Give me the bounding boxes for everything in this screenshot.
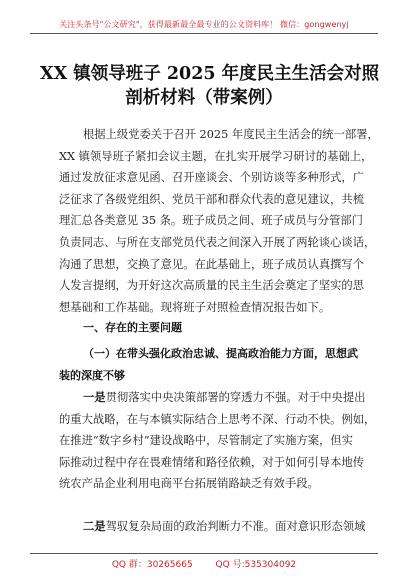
title-line-1: XX 镇领导班子 2025 年度民主生活会对照 bbox=[40, 64, 380, 84]
point-one-line: 的重大战略，在与本镇实际结合上思考不深、行动不快。例如， bbox=[59, 412, 376, 426]
intro-line: XX 镇领导班子紧扣会议主题，在扎实开展学习研讨的基础上， bbox=[59, 149, 373, 163]
subsection-heading-line-1: （一）在带头强化政治忠诚、提高政治能力方面，思想武 bbox=[83, 347, 358, 360]
point-lead: 一是 bbox=[83, 390, 106, 404]
footer-qq-group: QQ 群：30265665 bbox=[111, 560, 193, 570]
header-banner: 关注头条号"公文研究"，获得最新最全最专业的公文资料库！ 微信：gongwenyj bbox=[59, 20, 349, 29]
intro-line: 理汇总各类意见 35 条。班子成员之间、班子成员与分管部门 bbox=[59, 214, 363, 228]
point-one-paragraph bbox=[59, 387, 376, 495]
point-one-line: 际推动过程中存在畏难情绪和路径依赖，对于如何引导本地传 bbox=[59, 455, 365, 469]
section-heading: 一、存在的主要问题 bbox=[83, 321, 182, 334]
intro-line: 人发言提纲，为开好这次高质量的民主生活会奠定了坚实的思 bbox=[59, 279, 365, 293]
footer bbox=[0, 557, 408, 570]
intro-line: 通过发放征求意见函、召开座谈会、个别访谈等多种形式，广 bbox=[59, 171, 365, 185]
point-one-line: 统农产品企业利用电商平台拓展销路缺乏有效手段。 bbox=[59, 477, 319, 491]
intro-paragraph bbox=[59, 124, 379, 318]
point-two-first-line bbox=[59, 516, 366, 538]
document-title bbox=[40, 62, 380, 110]
footer-divider bbox=[30, 553, 378, 554]
point-text: 驾驭复杂局面的政治判断力不准。面对意识形态领域 bbox=[105, 520, 366, 533]
header-divider bbox=[30, 33, 378, 34]
intro-line: 沟通了思想，交换了意见。在此基础上，班子成员认真撰写个 bbox=[59, 257, 365, 271]
intro-line: 负责同志、与所在支部党员代表之间深入开展了两轮谈心谈话， bbox=[59, 235, 376, 249]
point-one-line: 在推进“数字乡村”建设战略中，尽管制定了实施方案，但实 bbox=[59, 434, 353, 448]
subsection-heading-line-2: 装的深度不够 bbox=[59, 368, 125, 382]
title-line-2: 剖析材料（带案例） bbox=[125, 88, 283, 108]
intro-line: 根据上级党委关于召开 2025 年度民主生活会的统一部署， bbox=[83, 128, 379, 141]
point-lead: 二是 bbox=[83, 519, 106, 533]
point-text: 贯彻落实中央决策部署的穿透力不强。对于中央提出 bbox=[105, 391, 366, 404]
intro-line: 想基础和工作基础。现将班子对照检查情况报告如下。 bbox=[59, 300, 331, 314]
intro-line: 泛征求了各级党组织、党员干部和群众代表的意见建议，共梳 bbox=[59, 192, 365, 206]
point-one-first-line bbox=[59, 387, 366, 409]
point-two-paragraph bbox=[59, 516, 366, 538]
footer-qq-number: QQ 号:535304092 bbox=[215, 560, 297, 570]
subsection-heading bbox=[59, 343, 359, 386]
